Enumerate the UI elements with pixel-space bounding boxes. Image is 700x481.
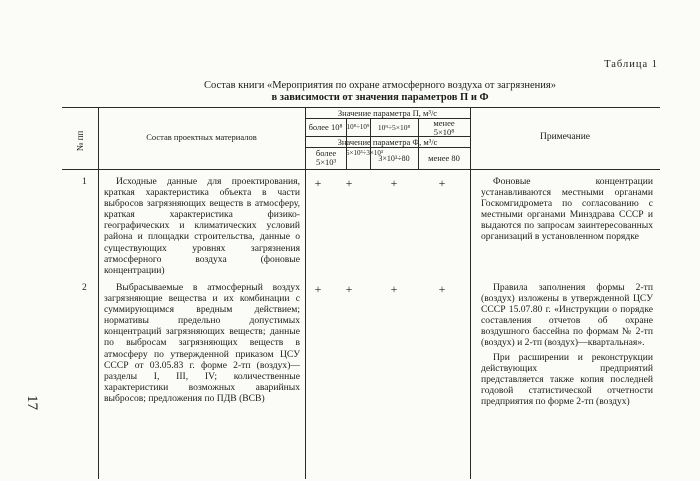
- row-1-composition: Исходные данные для проектирования, краткая характеристика объекта в части выбросов загрязняющих веществ в атмосферу, краткая характеристика физико-географических и климатических условий района и площадки строительства, данные о существующих уровнях загрязнения атмосферного воздуха (фоновые концентрации): [104, 176, 300, 276]
- title-line-2: в зависимости от значения параметров П и Ф: [271, 92, 489, 103]
- p-value-2: 10⁸÷10⁹: [346, 123, 370, 131]
- header-param-p: Значение параметра П, м³/с: [337, 108, 438, 118]
- row-2-mark-4: +: [438, 282, 446, 296]
- row-2-number: 2: [82, 282, 87, 293]
- row-2-mark-2: +: [345, 282, 353, 296]
- row-1-mark-1: +: [314, 176, 322, 190]
- header-param-f: Значение параметра Ф, м³/с: [337, 137, 438, 147]
- row-2-note: [481, 282, 653, 407]
- row-1-mark-4: +: [438, 176, 446, 190]
- page-number: 17: [24, 395, 40, 410]
- title-line-1: Состав книги «Мероприятия по охране атмосферного воздуха от загрязнения»: [204, 80, 556, 91]
- row-2-composition: Выбрасываемые в атмосферный воздух загрязняющие вещества и их комбинации с суммирующимся вредным действием; нормативы предельно допустимых концентраций загрязняющих веществ; данные по выбросам загрязняющих веществ в атмосферу по утвержденной приказом ЦСУ СССР от 03.05.83 г. форме 2-тп (воздух)—разделы I, III, IV; количественные характеристики возможных аварийных выбросов; предложения по ПДВ (ВСВ): [104, 282, 300, 404]
- p-value-3: 10⁹÷5×10⁸: [377, 123, 411, 132]
- header-note: Примечание: [539, 132, 591, 142]
- p-value-1: более 10⁸: [308, 122, 343, 132]
- col-divider-composition: [305, 107, 306, 479]
- f-value-1: более 5×10³: [315, 148, 337, 167]
- header-composition: Состав проектных материалов: [146, 132, 257, 142]
- p-value-4: менее 5×10⁸: [433, 118, 455, 137]
- row-1-mark-3: +: [390, 176, 398, 190]
- table-title: [120, 80, 640, 104]
- header-num: № пп: [75, 130, 85, 152]
- table-caption: Таблица 1: [604, 59, 658, 70]
- header-bottom-rule: [62, 169, 660, 170]
- col-divider-num: [98, 107, 99, 479]
- row-1-number: 1: [82, 176, 87, 187]
- row-2-note-para-1: Правила заполнения формы 2-тп (воздух) изложены в утвержденной ЦСУ СССР 15.07.80 г. «Инструкции о порядке составления отчетов об охране воздушного бассейна по формам № 2-тп (воздух) и 2-тп (воздух)—квартальная».: [481, 282, 653, 349]
- row-1-note: Фоновые концентрации устанавливаются местными органами Госкомгидромета по согласованию с местными органами Минздрава СССР и выдаются по запросам заинтересованных организаций в установленном порядке: [481, 176, 653, 243]
- row-2-mark-3: +: [390, 282, 398, 296]
- col-divider-p-note: [470, 107, 471, 479]
- f-value-4: менее 80: [428, 153, 460, 163]
- f-value-3: 3×10³÷80: [378, 154, 410, 163]
- row-2-note-para-2: При расширении и реконструкции действующих предприятий представляется также копия последней годовой статистической отчетности предприятия по форме 2-тп (воздух): [481, 351, 653, 407]
- row-2-mark-1: +: [314, 282, 322, 296]
- f-value-2: 5×10³÷3×10³: [346, 149, 383, 157]
- row-1-mark-2: +: [345, 176, 353, 190]
